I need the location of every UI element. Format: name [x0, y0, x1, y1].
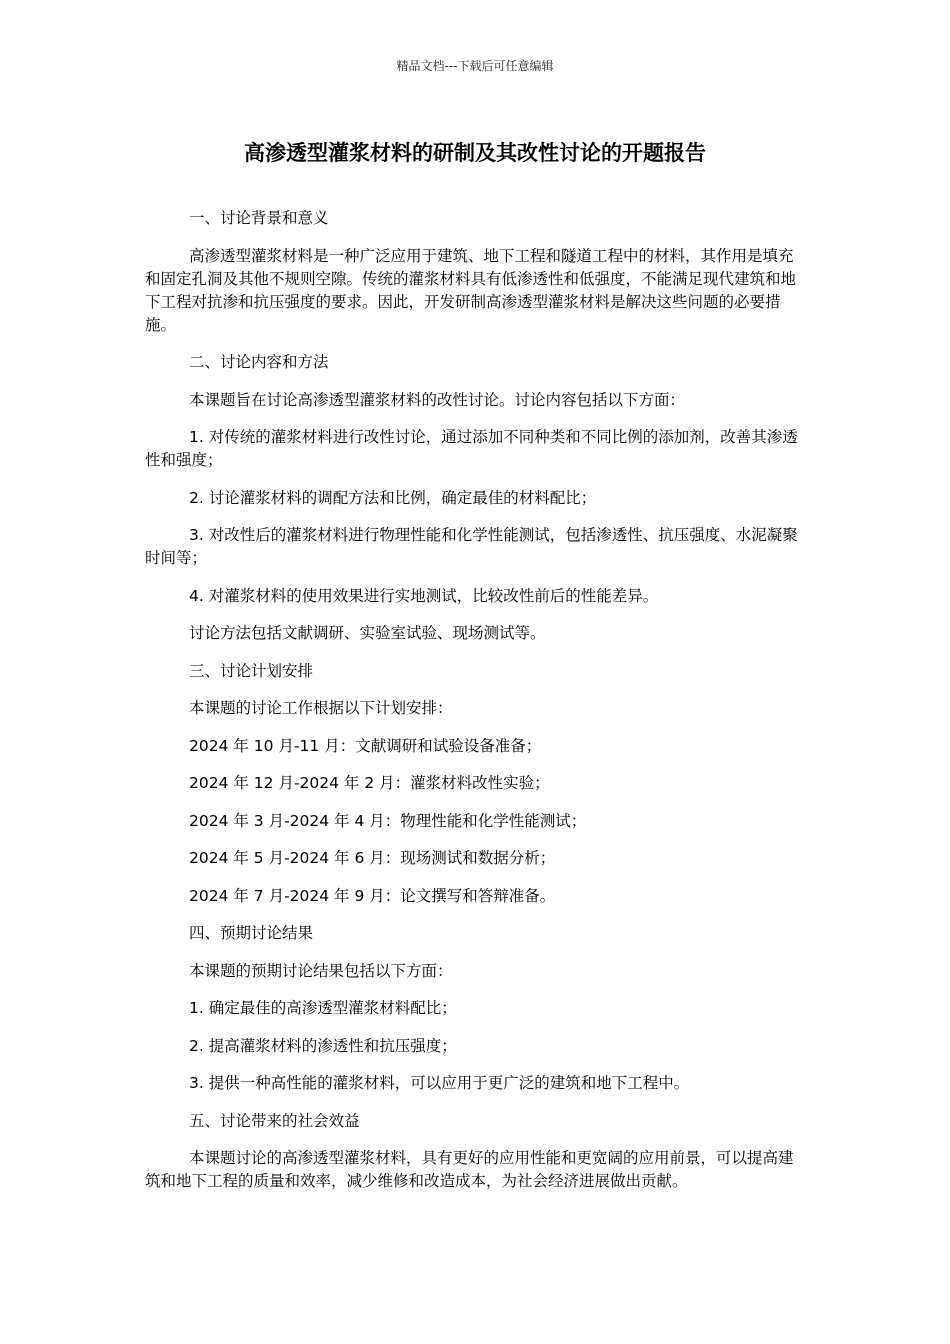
section-heading-plan: 三、讨论计划安排 — [189, 661, 314, 680]
section-heading-background: 一、讨论背景和意义 — [189, 209, 329, 227]
section-heading-benefits: 五、讨论带来的社会效益 — [189, 1111, 360, 1130]
plan-item-2: 2024 年 12 月-2024 年 2 月：灌浆材料改性实验； — [189, 774, 550, 792]
section-heading-results: 四、预期讨论结果 — [189, 924, 314, 942]
list-item-content-2: 2. 讨论灌浆材料的调配方法和比例，确定最佳的材料配比； — [189, 488, 597, 507]
list-item-content-3: 3. 对改性后的灌浆材料进行物理性能和化学性能测试，包括渗透性、抗压强度、水泥凝聚时间等； — [145, 526, 798, 567]
paragraph-results-intro: 本课题的预期讨论结果包括以下方面： — [189, 961, 453, 980]
result-item-1: 1. 确定最佳的高渗透型灌浆材料配比； — [189, 999, 457, 1017]
document-title: 高渗透型灌浆材料的研制及其改性讨论的开题报告 — [244, 141, 706, 165]
paragraph-plan-intro: 本课题的讨论工作根据以下计划安排： — [189, 699, 453, 717]
plan-item-1: 2024 年 10 月-11 月：文献调研和试验设备准备； — [189, 736, 542, 755]
list-item-content-1: 1. 对传统的灌浆材料进行改性讨论，通过添加不同种类和不同比例的添加剂，改善其渗透性和强度； — [145, 428, 798, 469]
list-item-content-4: 4. 对灌浆材料的使用效果进行实地测试，比较改性前后的性能差异。 — [189, 586, 659, 605]
result-item-3: 3. 提供一种高性能的灌浆材料，可以应用于更广泛的建筑和地下工程中。 — [189, 1074, 690, 1092]
section-heading-content: 二、讨论内容和方法 — [189, 353, 329, 371]
document-body — [145, 207, 805, 1208]
paragraph-background: 高渗透型灌浆材料是一种广泛应用于建筑、地下工程和隧道工程中的材料，其作用是填充和固定孔洞及其他不规则空隙。传统的灌浆材料具有低渗透性和低强度，不能满足现代建筑和地下工程对抗渗和抗压强度的要求。因此，开发研制高渗透型灌浆材料是解决这些问题的必要措施。 — [145, 246, 797, 334]
paragraph-benefits: 本课题讨论的高渗透型灌浆材料，具有更好的应用性能和更宽阔的应用前景，可以提高建筑和地下工程的质量和效率，减少维修和改造成本，为社会经济进展做出贡献。 — [145, 1149, 794, 1190]
plan-item-5: 2024 年 7 月-2024 年 9 月：论文撰写和答辩准备。 — [189, 886, 556, 905]
plan-item-4: 2024 年 5 月-2024 年 6 月：现场测试和数据分析； — [189, 849, 556, 867]
paragraph-methods: 讨论方法包括文献调研、实验室试验、现场测试等。 — [189, 624, 546, 642]
result-item-2: 2. 提高灌浆材料的渗透性和抗压强度； — [189, 1036, 457, 1055]
plan-item-3: 2024 年 3 月-2024 年 4 月：物理性能和化学性能测试； — [189, 811, 587, 830]
header-note: 精品文档---下载后可任意编辑 — [396, 59, 554, 73]
paragraph-content-intro: 本课题旨在讨论高渗透型灌浆材料的改性讨论。讨论内容包括以下方面： — [189, 390, 686, 409]
